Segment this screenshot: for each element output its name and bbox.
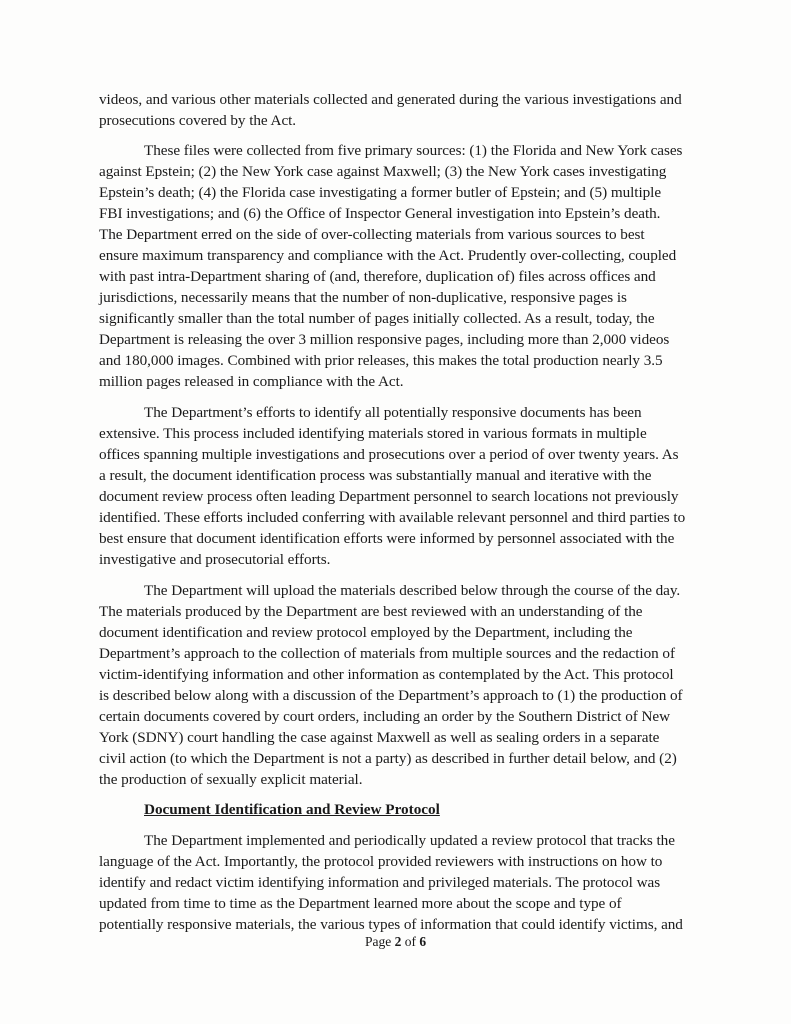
- text-line: updated from time to time as the Department learned more about the scope and type of: [99, 895, 622, 912]
- text-line: The Department implemented and periodically updated a review protocol that tracks the: [144, 832, 675, 849]
- text-line: These files were collected from five primary sources: (1) the Florida and New York cases: [144, 142, 683, 159]
- text-line: identify and redact victim identifying information and privileged materials. The protocol was: [99, 874, 661, 891]
- current-page-number: 2: [394, 934, 402, 949]
- text-line: extensive. This process included identifying materials stored in various formats in multiple: [99, 425, 647, 442]
- text-line: civil action (to which the Department is not a party) as described in further detail below, and (2): [99, 750, 677, 767]
- text-line: The materials produced by the Department are best reviewed with an understanding of the: [99, 603, 643, 620]
- text-line: The Department will upload the materials described below through the course of the day.: [144, 582, 681, 599]
- page-footer: [0, 934, 791, 950]
- text-line: offices spanning multiple investigations and prosecutions over a period of over twenty years. As: [99, 446, 679, 463]
- text-line: significantly smaller than the total number of pages initially collected. As a result, today, the: [99, 310, 655, 327]
- total-pages-number: 6: [419, 934, 427, 949]
- footer-prefix: Page: [364, 934, 395, 949]
- text-line: is described below along with a discussion of the Department’s approach to (1) the production of: [99, 687, 683, 704]
- text-line: York (SDNY) court handling the case against Maxwell as well as sealing orders in a separate: [99, 729, 660, 746]
- text-line: against Epstein; (2) the New York case against Maxwell; (3) the New York cases investigating: [99, 163, 667, 180]
- text-line: The Department erred on the side of over-collecting materials from various sources to best: [99, 226, 645, 243]
- footer-middle: of: [401, 934, 420, 949]
- text-line: investigative and prosecutorial efforts.: [99, 551, 331, 568]
- text-line: language of the Act. Importantly, the protocol provided reviewers with instructions on how to: [99, 853, 663, 870]
- text-line: videos, and various other materials collected and generated during the various investigations and: [99, 91, 682, 108]
- text-line: victim-identifying information and other information as contemplated by the Act. This protocol: [99, 666, 674, 683]
- text-line: certain documents covered by court orders, including an order by the Southern District of New: [99, 708, 671, 725]
- text-line: million pages released in compliance with the Act.: [99, 373, 404, 390]
- text-line: a result, the document identification process was substantially manual and iterative with the: [99, 467, 652, 484]
- text-line: document review process often leading Department personnel to search locations not previously: [99, 488, 679, 505]
- text-line: identified. These efforts included conferring with available relevant personnel and third parties to: [99, 509, 686, 526]
- text-line: Department is releasing the over 3 million responsive pages, including more than 2,000 videos: [99, 331, 670, 348]
- text-line: prosecutions covered by the Act.: [99, 112, 297, 129]
- text-line: potentially responsive materials, the various types of information that could identify victims, and: [99, 916, 683, 933]
- text-line: FBI investigations; and (6) the Office of Inspector General investigation into Epstein’s death.: [99, 205, 661, 222]
- text-line: The Department’s efforts to identify all potentially responsive documents has been: [144, 404, 642, 421]
- text-line: ensure maximum transparency and compliance with the Act. Prudently over-collecting, coupled: [99, 247, 677, 264]
- text-line: best ensure that document identification efforts were informed by personnel associated with the: [99, 530, 675, 547]
- text-line: Epstein’s death; (4) the Florida case investigating a former butler of Epstein; and (5) multiple: [99, 184, 662, 201]
- section-heading: Document Identification and Review Protocol: [144, 801, 440, 818]
- text-line: the production of sexually explicit material.: [99, 771, 363, 788]
- text-line: jurisdictions, necessarily means that the number of non-duplicative, responsive pages is: [99, 289, 627, 306]
- text-line: document identification and review protocol employed by the Department, including the: [99, 624, 633, 641]
- text-line: with past intra-Department sharing of (and, therefore, duplication of) files across offices and: [99, 268, 656, 285]
- text-line: and 180,000 images. Combined with prior releases, this makes the total production nearly 3.5: [99, 352, 663, 369]
- text-line: Department’s approach to the collection of materials from multiple sources and the redaction of: [99, 645, 675, 662]
